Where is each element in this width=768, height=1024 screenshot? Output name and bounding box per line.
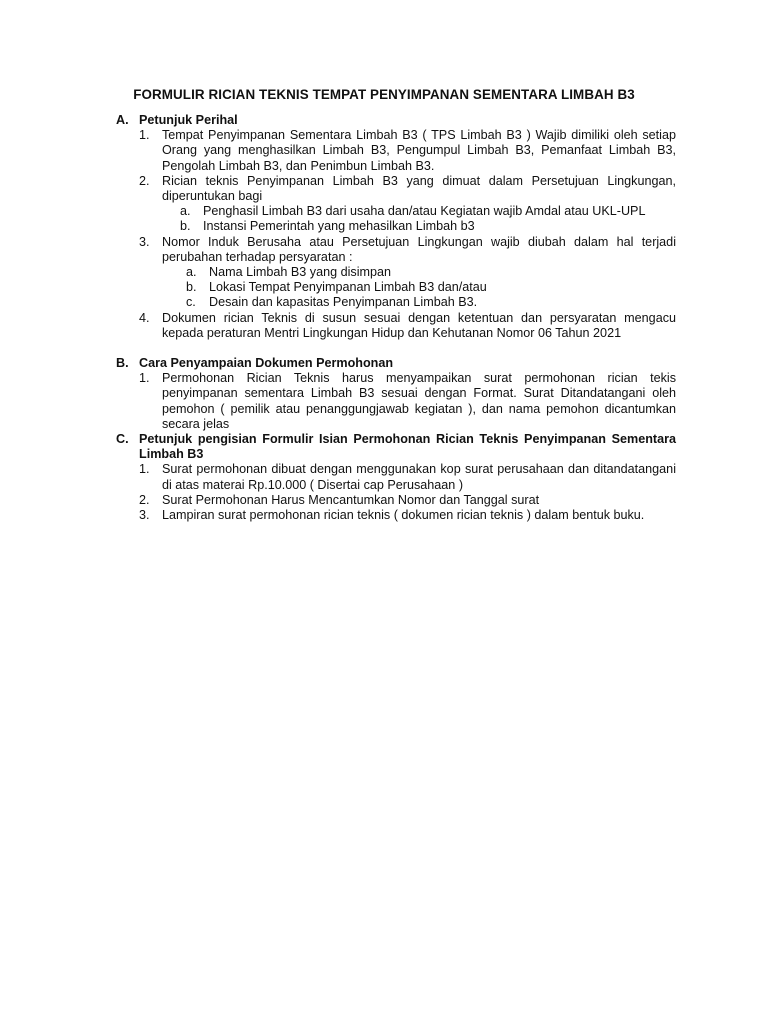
section-c-heading	[116, 432, 676, 462]
sub-item-letter: a.	[186, 265, 197, 280]
section-b	[116, 356, 676, 432]
sub-item	[116, 295, 676, 310]
sub-item-text: Lokasi Tempat Penyimpanan Limbah B3 dan/atau	[209, 280, 487, 295]
item-text: Dokumen rician Teknis di susun sesuai dengan ketentuan dan persyaratan mengacu kepada peraturan Mentri Lingkungan Hidup dan Kehutanan Nomor 06 Tahun 2021	[162, 310, 676, 340]
sub-item	[116, 204, 676, 219]
item-number: 4.	[139, 310, 150, 325]
item-text: Nomor Induk Berusaha atau Persetujuan Lingkungan wajib diubah dalam hal terjadi perubahan terhadap persyaratan :	[162, 234, 676, 264]
item-text: Surat Permohonan Harus Mencantumkan Nomor dan Tanggal surat	[162, 492, 540, 507]
section-a-letter: A.	[116, 113, 129, 127]
item-number: 1.	[139, 371, 150, 386]
item-text: Permohonan Rician Teknis harus menyampaikan surat permohonan rician tekis penyimpanan sementara Limbah B3 sesuai dengan Format. Surat Ditandatangani oleh pemohon ( pemilik atau penanggungjawab kegiatan ), dan nama pemohon dicantumkan secara jelas	[162, 371, 676, 431]
sub-item	[116, 280, 676, 295]
item-number: 1.	[139, 128, 150, 143]
item-number: 3.	[139, 508, 150, 523]
section-c-letter: C.	[116, 432, 129, 447]
section-c-title: Petunjuk pengisian Formulir Isian Permohonan Rician Teknis Penyimpanan Sementara Limbah B3	[139, 432, 676, 462]
section-a-heading	[116, 113, 676, 128]
section-b-letter: B.	[116, 356, 129, 371]
list-item	[116, 462, 676, 492]
list-item	[116, 128, 676, 174]
sub-item-text: Desain dan kapasitas Penyimpanan Limbah B3.	[209, 295, 478, 310]
item-number: 2.	[139, 173, 150, 188]
item-text: Lampiran surat permohonan rician teknis ( dokumen rician teknis ) dalam bentuk buku.	[162, 508, 645, 523]
item-text: Tempat Penyimpanan Sementara Limbah B3 ( TPS Limbah B3 ) Wajib dimiliki oleh setiap Orang yang menghasilkan Limbah B3, Pengumpul Limbah B3, Pemanfaat Limbah B3, Pengolah Limbah B3, dan Penimbun Limbah B3.	[162, 128, 676, 173]
sub-item	[116, 265, 676, 280]
list-item	[116, 235, 676, 265]
document-body	[116, 113, 676, 523]
section-b-heading	[116, 356, 676, 371]
section-spacer	[116, 341, 676, 356]
sub-item-text: Penghasil Limbah B3 dari usaha dan/atau Kegiatan wajib Amdal atau UKL-UPL	[203, 204, 646, 219]
sub-item-text: Instansi Pemerintah yang mehasilkan Limbah b3	[203, 219, 475, 234]
sub-item-letter: a.	[180, 204, 191, 219]
item-text: Rician teknis Penyimpanan Limbah B3 yang dimuat dalam Persetujuan Lingkungan, diperuntukan bagi	[162, 173, 676, 204]
item-number: 2.	[139, 492, 150, 507]
list-item	[116, 371, 676, 432]
section-a	[116, 113, 676, 341]
section-c	[116, 432, 676, 523]
sub-item	[116, 219, 676, 234]
list-item	[116, 311, 676, 341]
item-number: 1.	[139, 462, 150, 477]
item-text: Surat permohonan dibuat dengan menggunakan kop surat perusahaan dan ditandatangani di atas materai Rp.10.000 ( Disertai cap Perusahaan )	[162, 462, 676, 492]
list-item	[116, 493, 676, 508]
sub-item-letter: b.	[186, 280, 197, 295]
sub-item-text: Nama Limbah B3 yang disimpan	[209, 265, 392, 280]
list-item	[116, 508, 676, 523]
sub-item-letter: b.	[180, 219, 191, 234]
section-b-title: Cara Penyampaian Dokumen Permohonan	[139, 356, 394, 371]
item-number: 3.	[139, 234, 150, 249]
section-a-title: Petunjuk Perihal	[139, 113, 238, 127]
list-item	[116, 174, 676, 204]
sub-item-letter: c.	[186, 295, 196, 310]
document-title: FORMULIR RICIAN TEKNIS TEMPAT PENYIMPANAN SEMENTARA LIMBAH B3	[133, 87, 635, 102]
